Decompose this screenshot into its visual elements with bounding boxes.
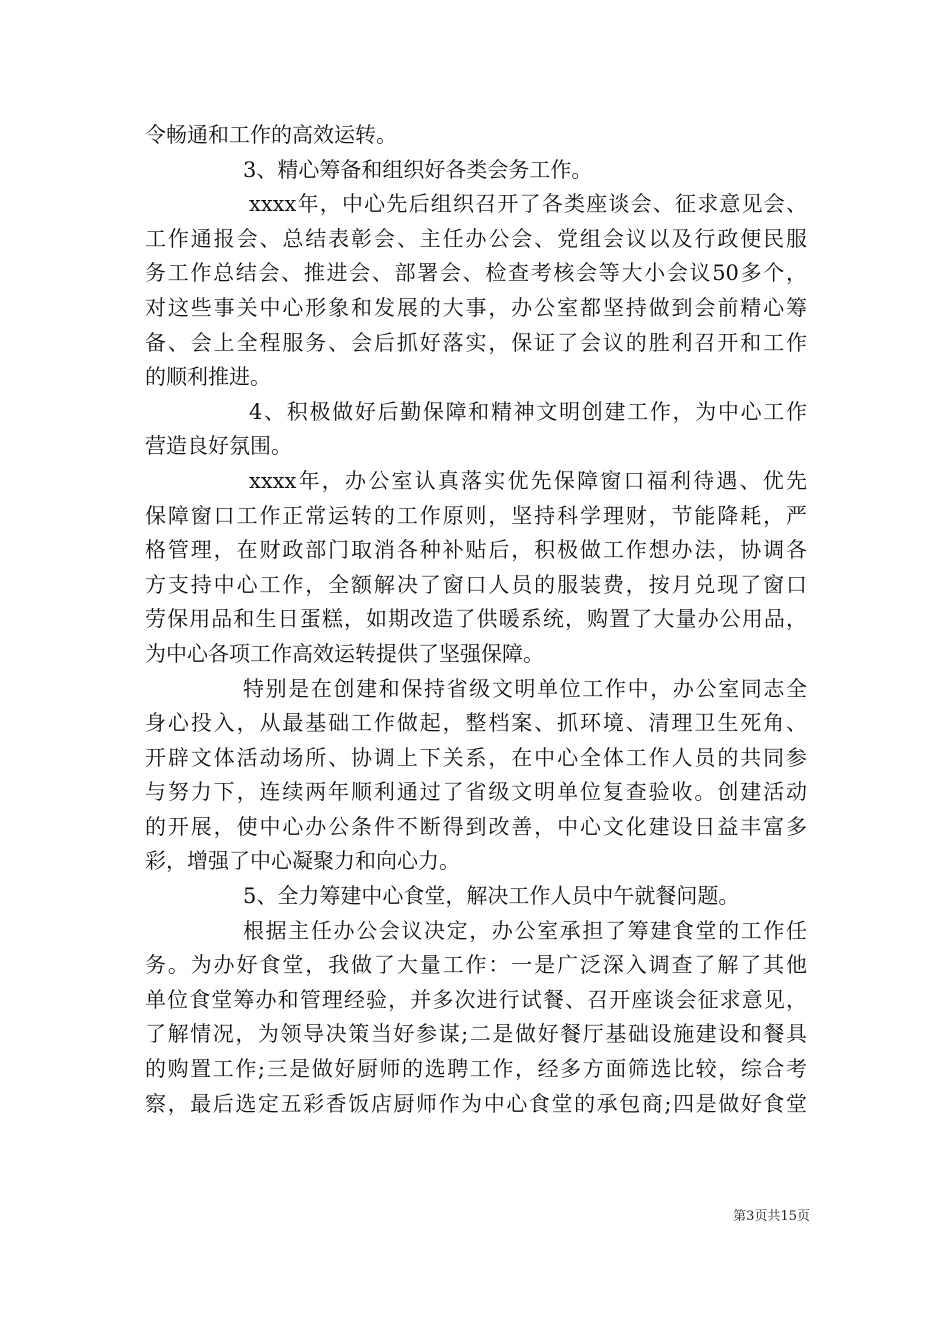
paragraph-line: 方支持中心工作，全额解决了窗口人员的服装费，按月兑现了窗口 <box>145 572 807 597</box>
paragraph-line: 为中心各项工作高效运转提供了坚强保障。 <box>145 641 544 666</box>
paragraph-line: 务工作总结会、推进会、部署会、检查考核会等大小会议50多个， <box>145 261 807 286</box>
paragraph-line: 了解情况，为领导决策当好参谋;二是做好餐厅基础设施建设和餐具 <box>145 1022 807 1047</box>
paragraph-line: xxxx年，中心先后组织召开了各类座谈会、征求意见会、 <box>249 192 807 217</box>
section-heading-3: 3、精心筹备和组织好各类会务工作。 <box>243 157 593 182</box>
paragraph-line: 对这些事关中心形象和发展的大事，办公室都坚持做到会前精心筹 <box>145 295 807 320</box>
paragraph-line: 开辟文体活动场所、协调上下关系，在中心全体工作人员的共同参 <box>145 745 807 770</box>
paragraph-line: 根据主任办公会议决定，办公室承担了筹建食堂的工作任 <box>243 918 807 943</box>
section-heading-4-cont: 营造良好氛围。 <box>145 434 292 459</box>
body-text <box>145 118 807 1121</box>
paragraph-line: 格管理，在财政部门取消各种补贴后，积极做工作想办法，协调各 <box>145 538 807 563</box>
section-heading-4: 4、积极做好后勤保障和精神文明创建工作，为中心工作 <box>249 399 807 424</box>
text-line: 令畅通和工作的高效运转。 <box>145 123 397 147</box>
paragraph-line: 与努力下，连续两年顺利通过了省级文明单位复查验收。创建活动 <box>145 780 807 805</box>
page-number-footer: 第3页共15页 <box>733 1209 810 1224</box>
paragraph-line: 单位食堂筹办和管理经验，并多次进行试餐、召开座谈会征求意见， <box>145 987 807 1012</box>
paragraph-line: 的购置工作;三是做好厨师的选聘工作，经多方面筛选比较，综合考 <box>145 1057 807 1082</box>
paragraph-line: 务。为办好食堂，我做了大量工作：一是广泛深入调查了解了其他 <box>145 953 807 978</box>
paragraph-line: 彩，增强了中心凝聚力和向心力。 <box>145 849 460 874</box>
paragraph-line: 劳保用品和生日蛋糕，如期改造了供暖系统，购置了大量办公用品， <box>145 607 807 632</box>
section-heading-5: 5、全力筹建中心食堂，解决工作人员中午就餐问题。 <box>243 884 740 909</box>
paragraph-line: 备、会上全程服务、会后抓好落实，保证了会议的胜利召开和工作 <box>145 330 807 355</box>
paragraph-line: 身心投入，从最基础工作做起，整档案、抓环境、清理卫生死角、 <box>145 711 807 736</box>
paragraph-line: xxxx年，办公室认真落实优先保障窗口福利待遇、优先 <box>249 468 807 493</box>
paragraph-line: 保障窗口工作正常运转的工作原则，坚持科学理财，节能降耗，严 <box>145 503 807 528</box>
paragraph-line: 工作通报会、总结表彰会、主任办公会、党组会议以及行政便民服 <box>145 226 807 251</box>
paragraph-line: 察，最后选定五彩香饭店厨师作为中心食堂的承包商;四是做好食堂 <box>145 1091 807 1116</box>
paragraph-line: 的顺利推进。 <box>145 365 271 390</box>
paragraph-line: 特别是在创建和保持省级文明单位工作中，办公室同志全 <box>243 676 807 701</box>
paragraph-line: 的开展，使中心办公条件不断得到改善，中心文化建设日益丰富多 <box>145 814 807 839</box>
